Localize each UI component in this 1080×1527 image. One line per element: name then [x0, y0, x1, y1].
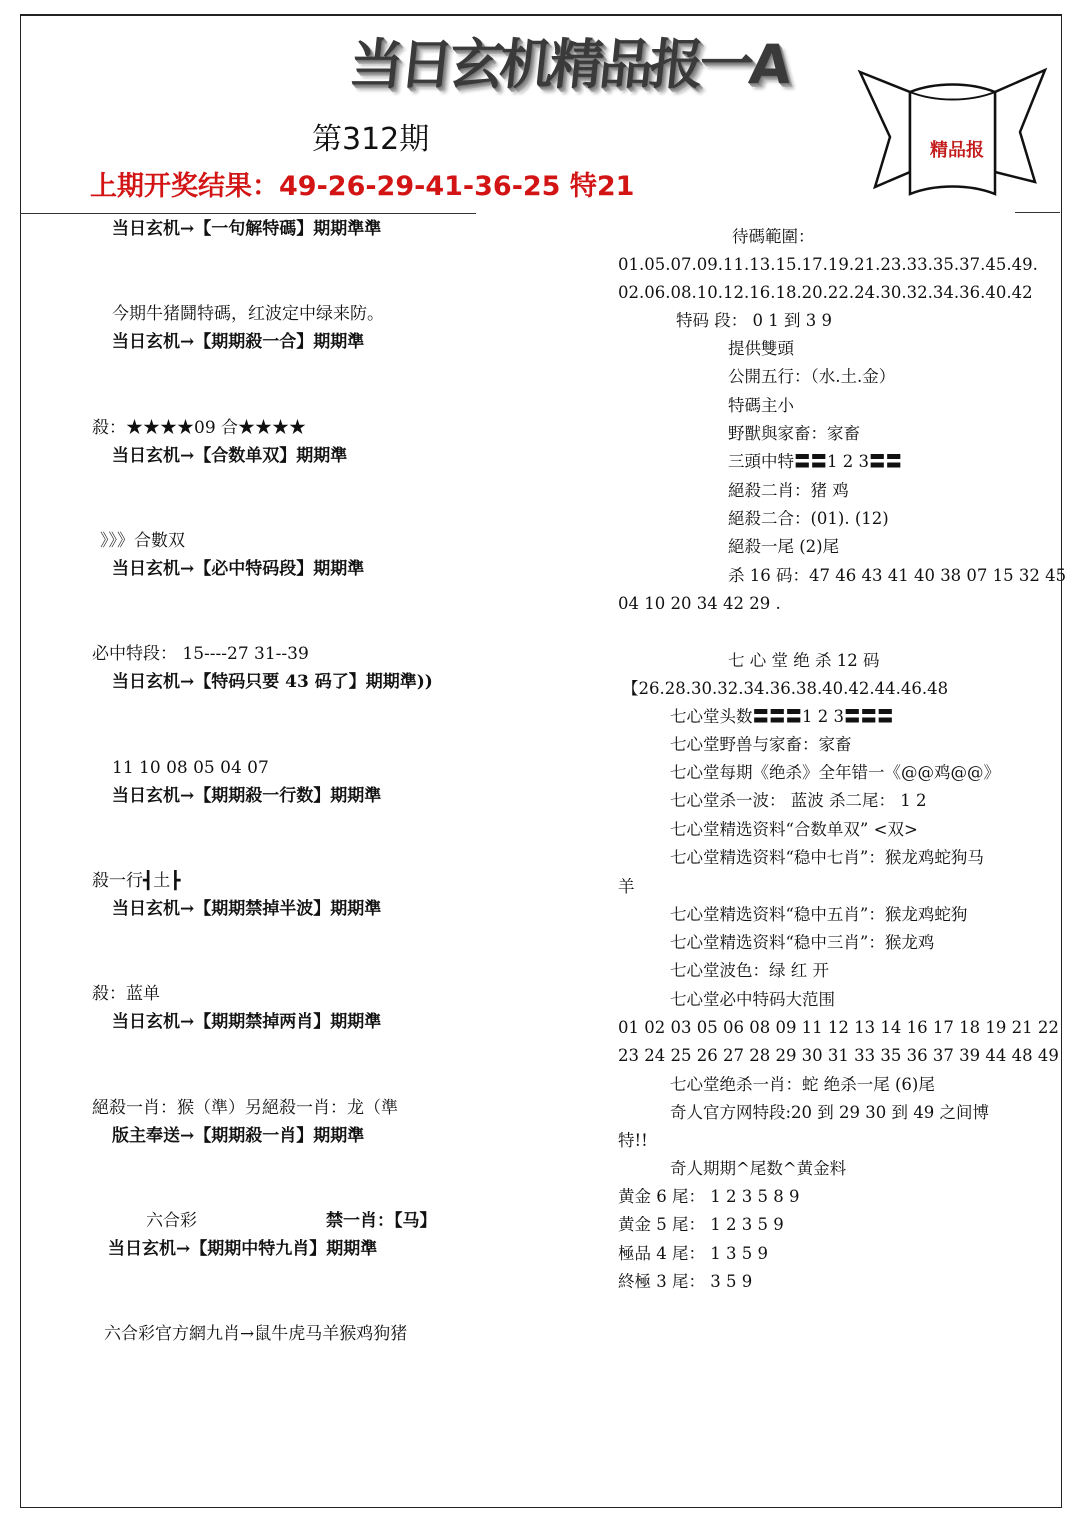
right-text: 七 心 堂 绝 杀 12 码: [728, 651, 880, 670]
right-text: 終極 3 尾： 3 5 9: [618, 1272, 753, 1291]
section-heading: 当日玄机→【期期禁掉半波】期期準: [112, 899, 382, 919]
right-text: 公開五行：（水.土.金）: [728, 367, 896, 386]
right-text: 01.05.07.09.11.13.15.17.19.21.23.33.35.37.45.49.: [618, 255, 1038, 274]
right-text: 七心堂每期《绝杀》全年错一《@@鸡@@》: [670, 763, 1000, 782]
right-text: 七心堂必中特码大范围: [670, 990, 835, 1009]
right-text: 七心堂野兽与家畜：家畜: [670, 735, 852, 754]
section-text: 殺：★★★★09 合★★★★: [92, 418, 307, 438]
right-text: 七心堂波色：绿 红 开: [670, 961, 829, 980]
right-text: 野獸與家畜：家畜: [728, 424, 860, 443]
section-text: 六合彩官方網九肖→鼠牛虎马羊猴鸡狗猪: [104, 1324, 408, 1344]
right-text: 七心堂绝杀一肖：蛇 绝杀一尾 (6)尾: [670, 1075, 935, 1094]
section-text: 今期牛猪鬪特碼，红波定中绿来防。: [112, 304, 384, 324]
right-text: 提供雙頭: [728, 339, 794, 358]
section-text: 11 10 08 05 04 07: [112, 758, 269, 778]
right-text: 待碼範圍：: [732, 227, 815, 246]
right-text: 絕殺二合：(01). (12): [728, 509, 889, 528]
section-text: 六合彩: [146, 1211, 197, 1231]
right-text: 絕殺二肖：猪 鸡: [728, 481, 849, 500]
right-text: 特碼主小: [728, 396, 794, 415]
section-heading: 当日玄机→【期期禁掉两肖】期期準: [112, 1012, 382, 1032]
section-text: 禁一肖：【马】: [326, 1211, 437, 1231]
right-text: 七心堂头数〓〓〓1 2 3〓〓〓: [670, 707, 894, 726]
right-text: 七心堂精选资料“稳中五肖”：猴龙鸡蛇狗: [670, 905, 968, 924]
right-text: 01 02 03 05 06 08 09 11 12 13 14 16 17 18 19 21 22: [618, 1018, 1059, 1037]
ribbon-badge-icon: [855, 62, 1050, 202]
right-text: 極品 4 尾： 1 3 5 9: [618, 1244, 768, 1263]
right-text: 特!!: [618, 1131, 648, 1150]
right-text: 七心堂精选资料“合数单双” <双>: [670, 820, 918, 839]
right-text: 23 24 25 26 27 28 29 30 31 33 35 36 37 39 44 48 49: [618, 1046, 1059, 1065]
right-text: 七心堂精选资料“稳中七肖”：猴龙鸡蛇狗马: [670, 848, 984, 867]
section-heading: 当日玄机→【期期殺一行数】期期準: [112, 786, 382, 806]
right-text: 奇人官方网特段:20 到 29 30 到 49 之间博: [670, 1103, 990, 1122]
divider: [1015, 212, 1060, 213]
right-text: 04 10 20 34 42 29 .: [618, 594, 781, 613]
section-heading: 当日玄机→【期期殺一合】期期準: [112, 332, 365, 352]
right-text: 黄金 6 尾： 1 2 3 5 8 9: [618, 1187, 800, 1206]
right-text: 【26.28.30.32.34.36.38.40.42.44.46.48: [622, 679, 949, 698]
divider: [20, 213, 476, 214]
section-text: 殺一行┫土┣: [92, 871, 181, 891]
right-text: 絕殺一尾 (2)尾: [728, 537, 840, 556]
section-heading: 当日玄机→【特码只要 43 码了】期期準)): [112, 672, 433, 692]
right-text: 羊: [618, 877, 635, 896]
right-text: 黄金 5 尾： 1 2 3 5 9: [618, 1215, 784, 1234]
section-heading: 当日玄机→【合数单双】期期準: [112, 446, 348, 466]
section-heading: 当日玄机→【期期中特九肖】期期準: [108, 1239, 378, 1259]
section-heading: 当日玄机→【必中特码段】期期準: [112, 559, 365, 579]
issue-number: 第312期: [312, 122, 430, 157]
right-text: 02.06.08.10.12.16.18.20.22.24.30.32.34.36.40.42: [618, 283, 1033, 302]
section-heading: 当日玄机→【一句解特碼】期期準準: [112, 219, 382, 239]
section-text: 殺：蓝单: [92, 984, 160, 1004]
right-text: 杀 16 码：47 46 43 41 40 38 07 15 32 45: [728, 566, 1067, 585]
section-text: 絕殺一肖：猴（準）另絕殺一肖：龙（準: [92, 1098, 398, 1118]
right-text: 特码 段： 0 1 到 3 9: [676, 311, 832, 330]
masthead-title: 当日玄机精品报一A: [346, 32, 791, 96]
badge-label: 精品报: [930, 140, 984, 161]
section-text: 》》》合數双: [100, 531, 185, 551]
right-text: 三頭中特〓〓1 2 3〓〓: [728, 452, 902, 471]
last-draw-result: 上期开奖结果：49-26-29-41-36-25 特21: [90, 171, 635, 202]
right-text: 七心堂精选资料“稳中三肖”：猴龙鸡: [670, 933, 935, 952]
section-heading: 版主奉送→【期期殺一肖】期期準: [112, 1126, 365, 1146]
section-text: 必中特段： 15----27 31--39: [92, 644, 309, 664]
right-text: 奇人期期^尾数^黄金料: [670, 1159, 847, 1178]
right-text: 七心堂杀一波： 蓝波 杀二尾： 1 2: [670, 791, 927, 810]
